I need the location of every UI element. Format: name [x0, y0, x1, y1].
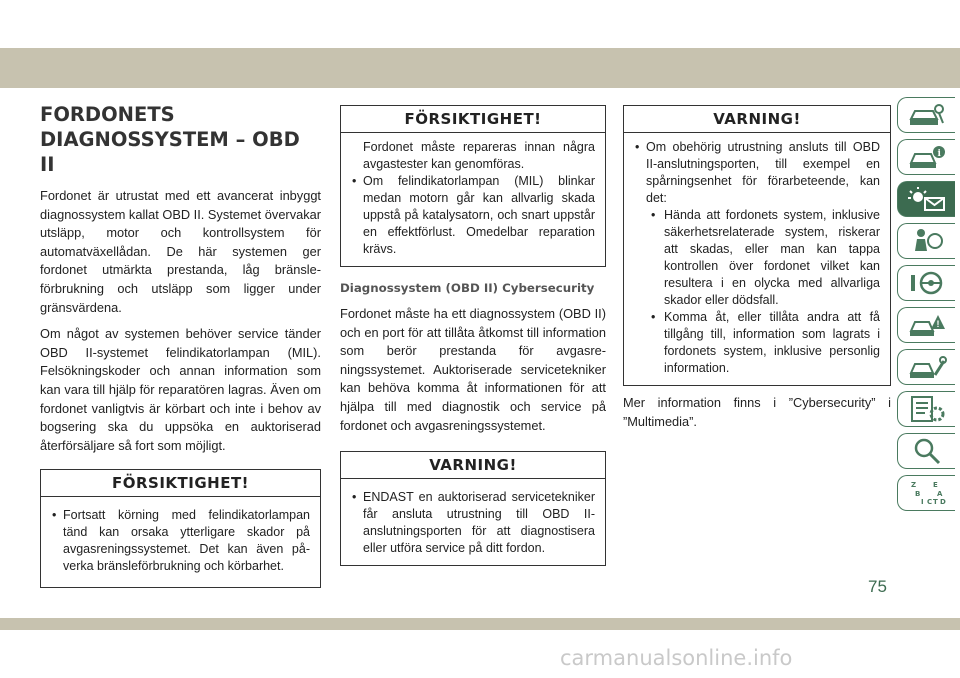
warning-title-2: VARNING!: [624, 106, 890, 133]
person-airbag-icon[interactable]: [897, 223, 955, 259]
steering-wheel-icon: [907, 269, 947, 297]
caution-continued: Fordonet måste repareras innan några avgastester kan genomföras.: [363, 140, 595, 171]
alphabet-index-icon[interactable]: [897, 475, 955, 511]
svg-text:C: C: [926, 498, 932, 506]
column-1: [40, 102, 321, 588]
title-line-1: FORDONETS: [40, 103, 175, 126]
car-key-icon: [907, 101, 947, 129]
caution-title-2: FÖRSIKTIGHET!: [341, 106, 605, 133]
svg-text:Z: Z: [910, 481, 916, 489]
alphabet-index-icon: [907, 479, 947, 507]
column-2: [340, 105, 606, 566]
car-warning-icon[interactable]: [897, 307, 955, 343]
car-key-icon[interactable]: [897, 97, 955, 133]
cybersecurity-paragraph: Fordonet måste ha ett diagnossystem (OBD II) och en port för att tillåta åtkomst till information som berör prestanda för avgasreningssystemet. Auktoriserade servicetekniker kan behöva komma åt informationen för att hjälpa till med diagnostik och service på fordonet och avgasreningssystemet.: [340, 306, 606, 433]
person-airbag-icon: [907, 227, 947, 255]
more-info-paragraph: Mer information finns i ”Cybersecurity” i ”Multimedia”.: [623, 395, 891, 429]
warning-box-1: [340, 451, 606, 566]
bottom-band: [0, 618, 960, 630]
column-3: [623, 105, 891, 439]
caution-title: FÖRSIKTIGHET!: [41, 470, 320, 497]
list-gear-icon: [907, 395, 947, 423]
page-number: 75: [868, 577, 887, 596]
title-line-2: DIAGNOSSYSTEM – OBD II: [40, 128, 300, 176]
top-band: [0, 48, 960, 88]
car-wrench-icon: [907, 353, 947, 381]
warning-subitem-2: • Komma åt, eller tillåta andra att få tillgång till, information som lagrats i fordonets system, inklusive personlig information.: [634, 309, 880, 377]
car-warning-icon: [907, 311, 947, 339]
warning-body-2: [624, 133, 890, 385]
svg-text:T: T: [932, 498, 938, 506]
steering-wheel-icon[interactable]: [897, 265, 955, 301]
warning-subitem-1: • Hända att fordonets system, inklusive säkerhetsrelaterade system, riskerar att skadas, eller man kan tappa kontrollen över fordonet vilket kan resultera i en olycka med allvarliga skador eller dödsfall.: [634, 207, 880, 309]
intro-paragraph: Fordonet är utrustat med ett avancerat inbyggt diagnossystem kallat OBD II. Systemet övervakar utsläpp, motor och kontrollsystem för automatväxellådan. De här systemen ger fordonet utmärkta prestanda, låg bränsleförbrukning och utsläpp som ligger under gränsvärdena.: [40, 188, 321, 315]
caution-box-1: [40, 469, 321, 588]
chapter-tabs: [897, 97, 955, 517]
svg-text:I: I: [920, 498, 924, 506]
car-info-icon: [907, 143, 947, 171]
dashboard-light-mail-icon: [907, 185, 947, 213]
list-gear-icon[interactable]: [897, 391, 955, 427]
caution-body: [41, 497, 320, 587]
warning-item: • ENDAST en auktoriserad servicetekniker får ansluta utrustning till OBD II-anslutningsporten för att diagnostisera eller utföra service på ditt fordon.: [351, 489, 595, 557]
svg-text:!: !: [936, 319, 939, 329]
warning-item-2: • Om obehörig utrustning ansluts till OBD II-anslutningsporten, till exempel en spårningsenhet för förarbeteende, kan det:: [634, 139, 880, 207]
watermark: carmanualsonline.info: [560, 646, 793, 670]
caution-box-2: [340, 105, 606, 267]
svg-text:D: D: [939, 498, 946, 506]
warning-box-2: [623, 105, 891, 386]
subheading: Diagnossystem (OBD II) Cybersecurity: [340, 281, 595, 295]
warning-body: [341, 479, 605, 565]
caution-item: • Fortsatt körning med felindikatorlampan tänd kan orsaka ytterligare skador på avgasreningssystemet. Det kan även påverka bränsleförbrukning och körbarhet.: [51, 507, 310, 575]
car-wrench-icon[interactable]: [897, 349, 955, 385]
search-icon[interactable]: [897, 433, 955, 469]
car-info-icon[interactable]: [897, 139, 955, 175]
mil-paragraph: Om något av systemen behöver service tänder OBD II-systemet felindikatorlampan (MIL). Felsökningskoder och annan information som kan vara till hjälp för reparatören lagras. Även om fordonet vanligtvis är körbart och inte i behov av bogsering ska du uppsöka en auktoriserad återförsäljare så fort som möjligt.: [40, 326, 321, 453]
svg-text:i: i: [937, 149, 941, 159]
svg-text:A: A: [936, 490, 942, 498]
caution-body-2: [341, 133, 605, 266]
svg-text:E: E: [932, 481, 938, 489]
warning-title: VARNING!: [341, 452, 605, 479]
svg-text:B: B: [914, 490, 920, 498]
caution-item-2: • Om felindikatorlampan (MIL) blinkar medan motorn går kan allvarlig skada uppstå på katalysatorn, och snart uppstår en effektförlust. Omedelbar reparation krävs.: [351, 173, 595, 258]
section-title: [40, 102, 321, 177]
dashboard-light-mail-icon[interactable]: [897, 181, 955, 217]
search-icon: [907, 437, 947, 465]
